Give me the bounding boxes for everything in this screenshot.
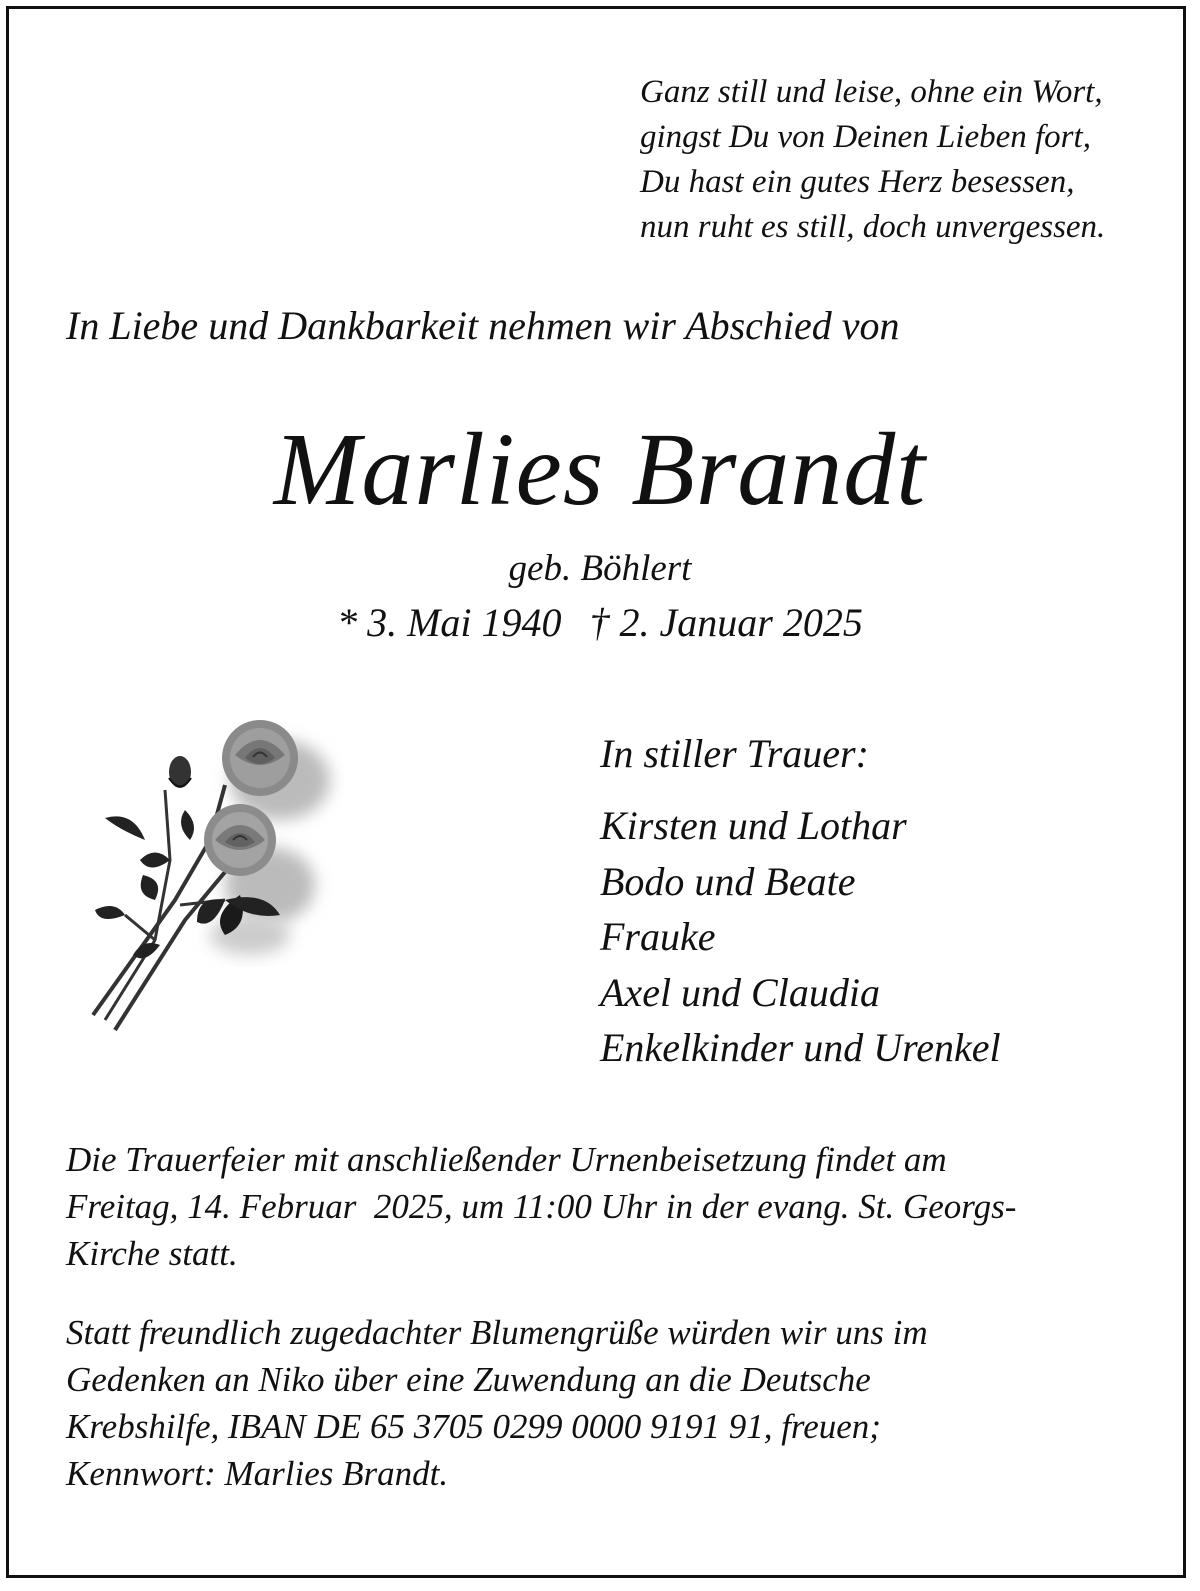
birth-date: * 3. Mai 1940 (337, 600, 562, 645)
donation-notice (66, 1309, 1146, 1497)
funeral-notice-line: Die Trauerfeier mit anschließender Urnenbeisetzung findet am (66, 1140, 947, 1179)
donation-notice-line: Gedenken an Niko über eine Zuwendung an die Deutsche (66, 1360, 871, 1399)
poem-line: Ganz still und leise, ohne ein Wort, (640, 74, 1103, 110)
life-dates (0, 597, 1200, 649)
donation-notice-line: Statt freundlich zugedachter Blumengrüße würden wir uns im (66, 1313, 928, 1352)
mourner-name: Frauke (600, 914, 716, 959)
mourner-name: Bodo und Beate (600, 858, 856, 904)
maiden-name: geb. Böhlert (508, 548, 692, 589)
rose-icon (85, 700, 345, 1060)
mourner-name: Axel und Claudia (600, 969, 880, 1015)
poem-line: Du hast ein gutes Herz besessen, (640, 164, 1075, 200)
poem-line: gingst Du von Deinen Lieben fort, (640, 119, 1091, 155)
deceased-name: Marlies Brandt (273, 412, 927, 527)
poem-line: nun ruht es still, doch unvergessen. (640, 209, 1106, 245)
mourners-block (600, 728, 1160, 1076)
mourner-name: Kirsten und Lothar (600, 803, 907, 848)
funeral-notice-line: Kirche statt. (66, 1234, 238, 1273)
donation-notice-line: Krebshilfe, IBAN DE 65 3705 0299 0000 9191 91, freuen; (66, 1407, 881, 1446)
mourners-heading: In stiller Trauer: (600, 731, 869, 776)
death-date: † 2. Januar 2025 (589, 600, 863, 645)
donation-notice-line: Kennwort: Marlies Brandt. (66, 1454, 449, 1493)
poem (640, 70, 1160, 250)
intro-text: In Liebe und Dankbarkeit nehmen wir Abschied von (66, 303, 900, 348)
funeral-notice (66, 1136, 1146, 1277)
funeral-notice-line: Freitag, 14. Februar 2025, um 11:00 Uhr in der evang. St. Georgs- (66, 1187, 1017, 1226)
mourner-name: Enkelkinder und Urenkel (600, 1025, 1001, 1070)
